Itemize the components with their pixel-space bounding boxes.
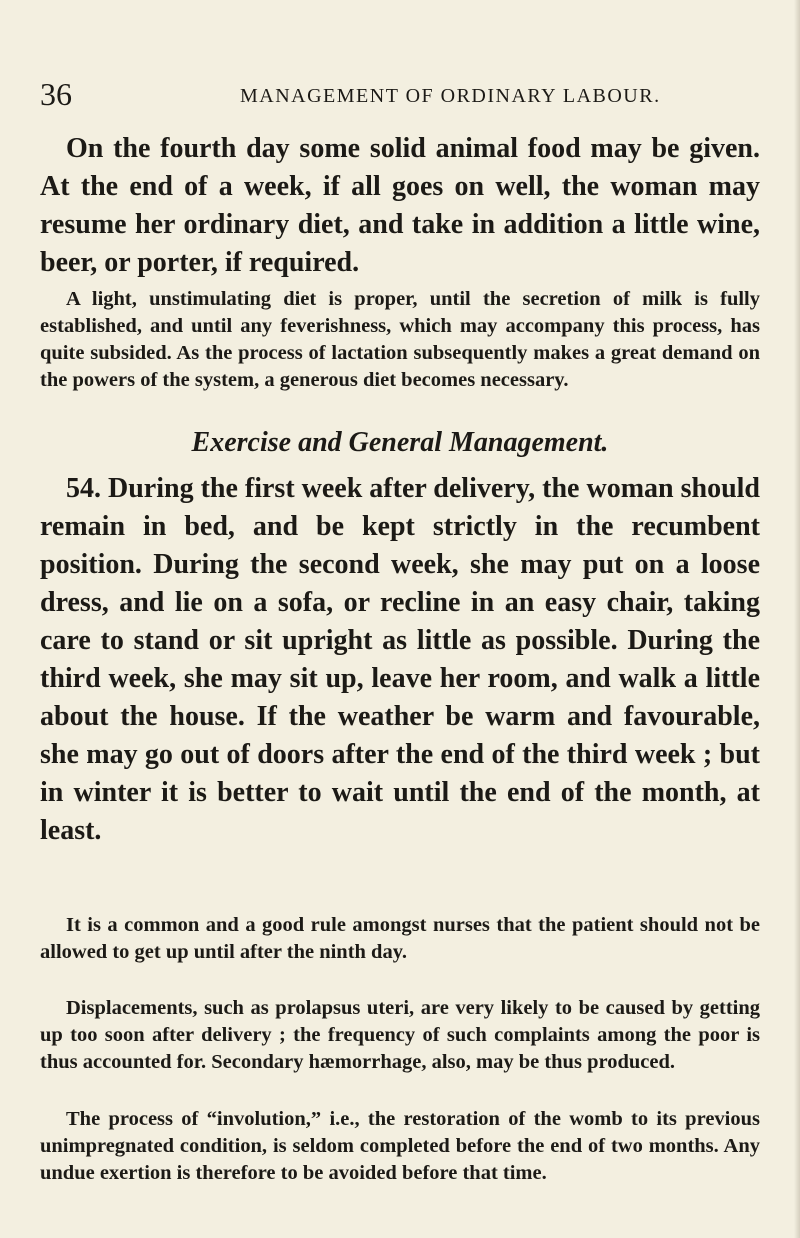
note-rule-text: It is a common and a good rule amongst nurses that the patient should not be allowed to get up until after the ninth day.	[40, 914, 760, 963]
note-diet	[40, 286, 760, 394]
paragraph-54-text: 54. During the first week after delivery, the woman should remain in bed, and be kept strictly in the recumbent position. During the second week, she may put on a loose dress, and lie on a sofa, or recline in an easy chair, taking care to stand or sit upright as little as possible. During the third week, she may sit up, leave her room, and walk a little about the house. If the weather be warm and favourable, she may go out of doors after the end of the third week ; but in winter it is better to wait until the end of the month, at least.	[40, 473, 760, 846]
page-number: 36	[40, 76, 72, 112]
note-involution-text: The process of “involution,” i.e., the restoration of the womb to its previous unimpregnated condition, is seldom completed before the end of two months. Any undue exertion is therefore to be avoided before that time.	[40, 1108, 760, 1184]
page-edge-shadow	[794, 0, 800, 1238]
running-title: MANAGEMENT OF ORDINARY LABOUR.	[240, 85, 661, 107]
paragraph-diet-text: On the fourth day some solid animal food may be given. At the end of a week, if all goes on well, the woman may resume her ordinary diet, and take in addition a little wine, beer, or porter, if required.	[40, 133, 760, 278]
note-involution	[40, 1106, 760, 1187]
running-head	[40, 74, 760, 118]
note-displacements-text: Displacements, such as prolapsus uteri, are very likely to be caused by getting up too soon after delivery ; the frequency of such complaints among the poor is thus accounted for. Secondary hæmorrhage, also, may be thus produced.	[40, 997, 760, 1073]
section-heading: Exercise and General Management.	[191, 427, 609, 458]
paragraph-54	[40, 470, 760, 850]
note-displacements	[40, 995, 760, 1076]
note-rule	[40, 912, 760, 966]
paragraph-diet	[40, 130, 760, 282]
note-diet-text: A light, unstimulating diet is proper, until the secretion of milk is fully established, and until any feverishness, which may accompany this process, has quite subsided. As the process of lactation subsequently makes a great demand on the powers of the system, a generous diet becomes necessary.	[40, 288, 760, 391]
